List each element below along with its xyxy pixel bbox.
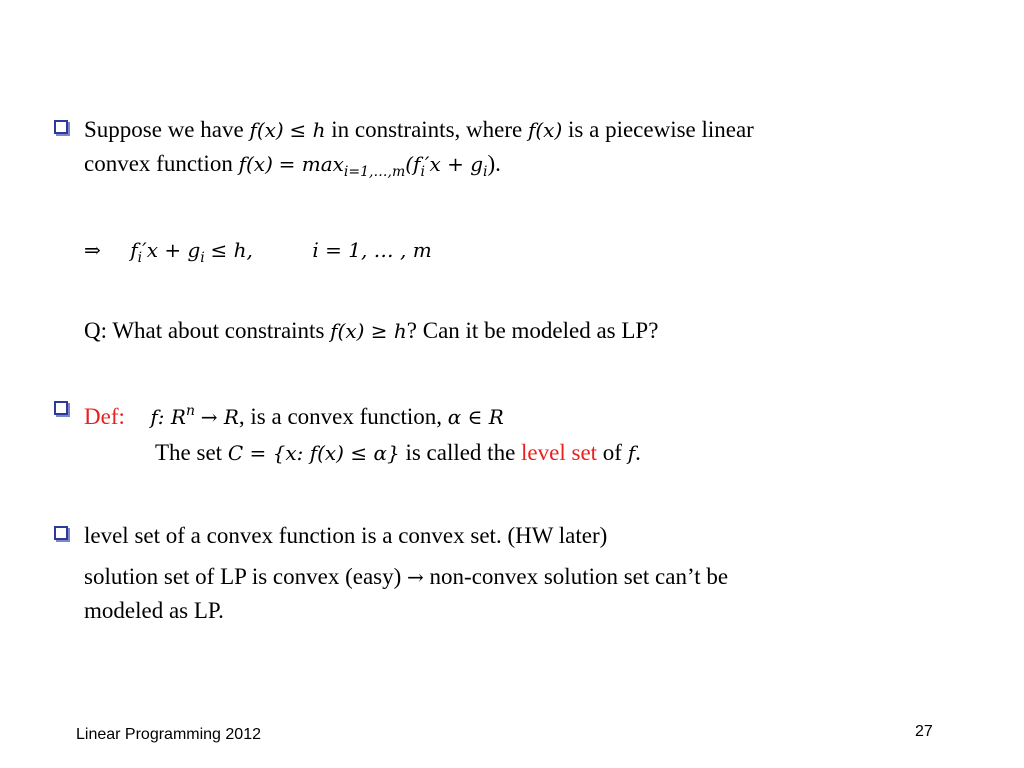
bullet3-line3 bbox=[84, 597, 224, 625]
math-fx: f(x) bbox=[249, 118, 284, 142]
text: , is a convex function, bbox=[238, 404, 443, 429]
text: The set bbox=[155, 440, 223, 465]
def-line1 bbox=[84, 397, 504, 431]
level-set-term: level set bbox=[521, 440, 598, 465]
math-def4: C = {x: f(x) ≤ α} bbox=[227, 441, 400, 465]
bullet-icon bbox=[54, 526, 68, 540]
text: non-convex solution set can’t be bbox=[429, 564, 729, 589]
math-mid: ′x + g bbox=[142, 238, 201, 262]
bullet1-line1 bbox=[84, 116, 754, 144]
text: of bbox=[602, 440, 622, 465]
text: Suppose we have bbox=[84, 117, 244, 142]
question-line bbox=[84, 317, 658, 345]
text: ). bbox=[487, 151, 501, 176]
def-label: Def: bbox=[84, 404, 125, 429]
math-def3: α ∈ R bbox=[447, 405, 504, 429]
math-sub2: i bbox=[200, 250, 205, 266]
def-line2 bbox=[155, 439, 641, 467]
math-fx2: f(x) bbox=[527, 118, 563, 142]
math-fx3: f(x) bbox=[238, 152, 273, 176]
math-paren: (f bbox=[405, 152, 421, 176]
bullet-icon bbox=[54, 401, 68, 415]
bullet3-line1 bbox=[84, 522, 607, 550]
text: ? Can it be modeled as LP? bbox=[406, 318, 659, 343]
math-range: i = 1, … , m bbox=[312, 238, 432, 262]
text: modeled as LP. bbox=[84, 598, 224, 623]
implies-line bbox=[84, 236, 432, 272]
math-q: f(x) ≥ h bbox=[330, 319, 407, 343]
math-leh: ≤ h bbox=[289, 118, 326, 142]
text: Q: What about constraints bbox=[84, 318, 325, 343]
math-le: ≤ h, bbox=[210, 238, 253, 262]
text: in constraints, where bbox=[331, 117, 523, 142]
math-tail: ′x + g bbox=[424, 152, 484, 176]
bullet1-line2 bbox=[84, 150, 501, 186]
math-sup-n: n bbox=[185, 403, 195, 419]
text: convex function bbox=[84, 151, 233, 176]
page-number: 27 bbox=[915, 723, 933, 740]
math-sub-i2: i bbox=[483, 164, 488, 180]
text: is called the bbox=[405, 440, 516, 465]
math-def1: f: R bbox=[150, 405, 186, 429]
math-sub: i bbox=[137, 250, 143, 266]
text: level set of a convex function is a convex set. (HW later) bbox=[84, 523, 608, 548]
math-sub-i: i bbox=[420, 164, 425, 180]
math-eqmax: = max bbox=[278, 152, 344, 176]
bullet3-line2 bbox=[84, 563, 728, 591]
text: solution set of LP is convex (easy) bbox=[84, 564, 402, 589]
bullet-icon bbox=[54, 120, 68, 134]
math-def2: → R bbox=[200, 405, 239, 429]
math-f: f bbox=[130, 238, 138, 262]
implies-arrow: ⇒ bbox=[84, 238, 101, 262]
text: . bbox=[635, 440, 641, 465]
math-def5: f bbox=[627, 441, 636, 465]
arrow-icon: → bbox=[407, 565, 424, 589]
math-sub-range: i=1,…,m bbox=[343, 164, 406, 180]
text: is a piecewise linear bbox=[568, 117, 754, 142]
footer-title: Linear Programming 2012 bbox=[76, 726, 261, 743]
